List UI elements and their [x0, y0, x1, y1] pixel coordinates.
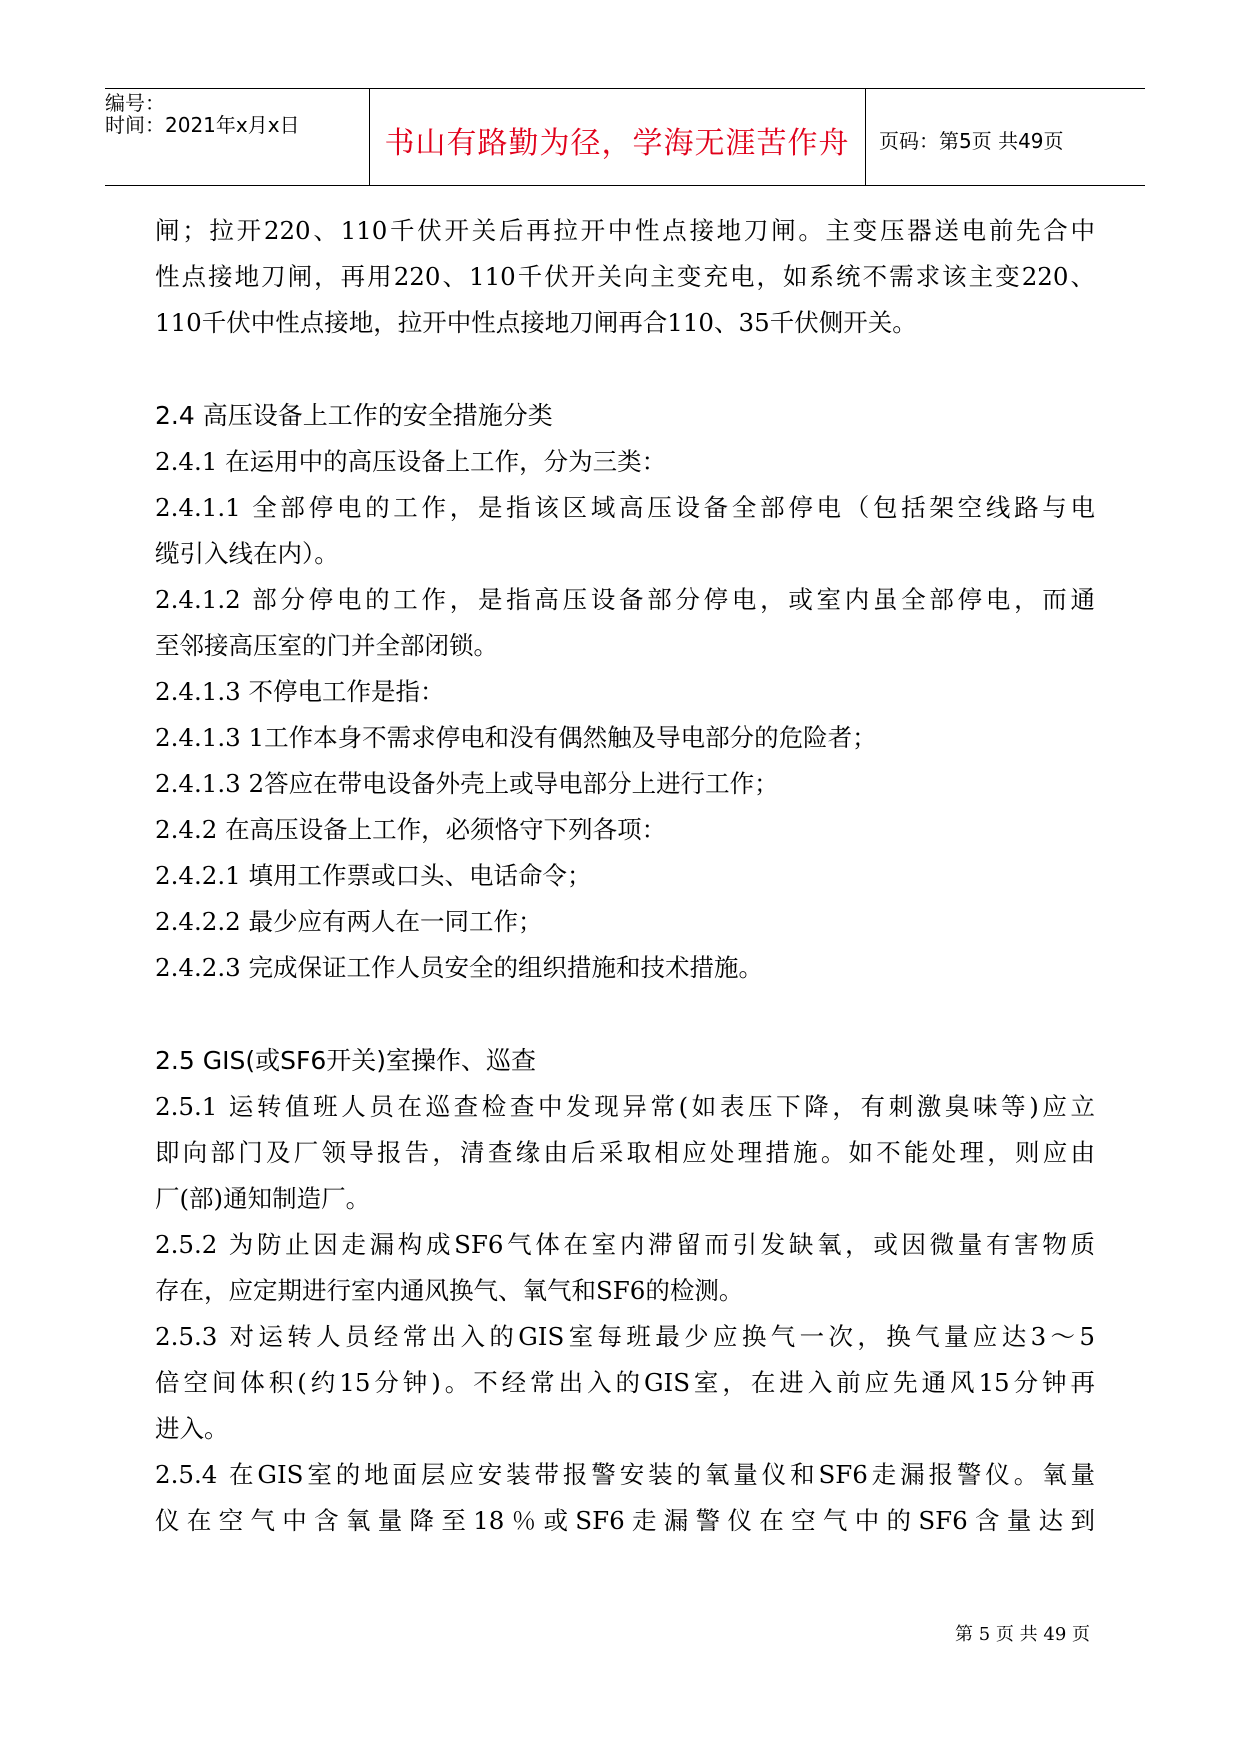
body-line: 110千伏中性点接地，拉开中性点接地刀闸再合110、35千伏侧开关。	[155, 308, 917, 337]
body-line: 闸；拉开220、110千伏开关后再拉开中性点接地刀闸。主变压器送电前先合中	[155, 216, 1095, 245]
body-line: 缆引入线在内）。	[155, 539, 339, 568]
body-line: 至邻接高压室的门并全部闭锁。	[155, 631, 498, 660]
body-line: 2.4.2 在高压设备上工作，必须恪守下列各项：	[155, 815, 667, 844]
body-line: 倍空间体积(约15分钟)。不经常出入的GIS室，在进入前应先通风15分钟再	[155, 1368, 1095, 1397]
body-line: 即向部门及厂领导报告，清查缘由后采取相应处理措施。如不能处理，则应由	[155, 1138, 1095, 1167]
document-number-label: 编号：	[105, 91, 165, 115]
body-line: 2.4.2.2 最少应有两人在一同工作；	[155, 907, 543, 936]
body-line: 性点接地刀闸，再用220、110千伏开关向主变充电，如系统不需求该主变220、	[155, 262, 1095, 291]
body-line: 2.5.2 为防止因走漏构成SF6气体在室内滞留而引发缺氧，或因微量有害物质	[155, 1230, 1095, 1259]
body-line: 2.4.1.3 不停电工作是指：	[155, 677, 445, 706]
body-line: 仪在空气中含氧量降至18％或SF6走漏警仪在空气中的SF6含量达到	[155, 1506, 1095, 1535]
header-page-number: 页码：第5页 共49页	[879, 129, 1064, 153]
body-line: 存在，应定期进行室内通风换气、氧气和SF6的检测。	[155, 1276, 744, 1305]
body-line: 2.4.1.1 全部停电的工作，是指该区域高压设备全部停电（包括架空线路与电	[155, 493, 1095, 522]
body-line: 2.4.2.3 完成保证工作人员安全的组织措施和技术措施。	[155, 953, 763, 982]
body-line: 2.5.4 在GIS室的地面层应安装带报警安装的氧量仪和SF6走漏报警仪。氧量	[155, 1460, 1095, 1489]
page-footer: 第 5 页 共 49 页	[955, 1624, 1090, 1645]
body-line: 2.4.1 在运用中的高压设备上工作，分为三类：	[155, 447, 667, 476]
section-heading-2-5: 2.5 GIS(或SF6开关)室操作、巡查	[155, 1046, 536, 1075]
header-motto: 书山有路勤为径，学海无涯苦作舟	[384, 126, 850, 161]
document-time-label: 时间：2021年x月x日	[105, 113, 300, 137]
body-line: 2.4.1.3 1工作本身不需求停电和没有偶然触及导电部分的危险者；	[155, 723, 877, 752]
body-line: 厂(部)通知制造厂。	[155, 1184, 371, 1213]
body-line: 2.5.3 对运转人员经常出入的GIS室每班最少应换气一次，换气量应达3～5	[155, 1322, 1095, 1351]
body-line: 2.4.2.1 填用工作票或口头、电话命令；	[155, 861, 592, 890]
body-line: 进入。	[155, 1414, 229, 1443]
body-line: 2.4.1.2 部分停电的工作，是指高压设备部分停电，或室内虽全部停电，而通	[155, 585, 1095, 614]
section-heading-2-4: 2.4 高压设备上工作的安全措施分类	[155, 401, 553, 430]
body-line: 2.4.1.3 2答应在带电设备外壳上或导电部分上进行工作；	[155, 769, 779, 798]
body-line: 2.5.1 运转值班人员在巡查检查中发现异常(如表压下降，有刺激臭味等)应立	[155, 1092, 1095, 1121]
